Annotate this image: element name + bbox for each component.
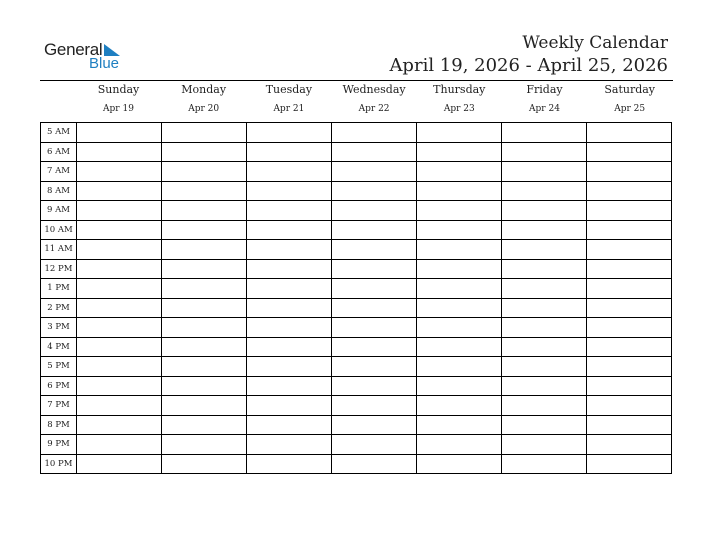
time-slot-cell[interactable] <box>587 415 672 435</box>
logo-text-general: General <box>44 40 103 59</box>
time-slot-cell[interactable] <box>77 279 162 299</box>
time-slot-cell[interactable] <box>417 298 502 318</box>
time-slot-cell[interactable] <box>332 201 417 221</box>
time-slot-cell[interactable] <box>77 357 162 377</box>
time-slot-cell[interactable] <box>587 142 672 162</box>
time-slot-cell[interactable] <box>162 415 247 435</box>
time-slot-cell[interactable] <box>332 123 417 143</box>
time-slot-cell[interactable] <box>162 162 247 182</box>
time-slot-cell[interactable] <box>247 220 332 240</box>
hour-label: 8 PM <box>41 415 77 435</box>
time-slot-cell[interactable] <box>417 201 502 221</box>
time-slot-cell[interactable] <box>587 376 672 396</box>
header-divider <box>40 80 673 81</box>
time-slot-cell[interactable] <box>502 181 587 201</box>
time-slot-cell[interactable] <box>332 454 417 474</box>
time-slot-cell[interactable] <box>587 181 672 201</box>
time-slot-cell[interactable] <box>417 181 502 201</box>
time-slot-cell[interactable] <box>332 415 417 435</box>
time-slot-cell[interactable] <box>587 259 672 279</box>
time-slot-cell[interactable] <box>77 142 162 162</box>
time-slot-cell[interactable] <box>247 415 332 435</box>
time-slot-cell[interactable] <box>587 357 672 377</box>
day-name-1: Monday <box>181 83 227 96</box>
time-slot-cell[interactable] <box>417 357 502 377</box>
time-slot-cell[interactable] <box>77 415 162 435</box>
hour-label: 6 PM <box>41 376 77 396</box>
day-name-3: Wednesday <box>342 83 406 96</box>
hour-row <box>41 454 672 474</box>
day-date-2: Apr 21 <box>273 104 305 114</box>
time-slot-cell[interactable] <box>417 415 502 435</box>
time-slot-cell[interactable] <box>332 435 417 455</box>
time-slot-cell[interactable] <box>247 162 332 182</box>
time-slot-cell[interactable] <box>502 162 587 182</box>
time-slot-cell[interactable] <box>417 435 502 455</box>
time-slot-cell[interactable] <box>587 279 672 299</box>
time-slot-cell[interactable] <box>417 279 502 299</box>
time-slot-cell[interactable] <box>502 337 587 357</box>
hour-row <box>41 279 672 299</box>
time-slot-cell[interactable] <box>587 162 672 182</box>
time-slot-cell[interactable] <box>417 376 502 396</box>
time-slot-cell[interactable] <box>247 376 332 396</box>
time-slot-cell[interactable] <box>247 123 332 143</box>
time-slot-cell[interactable] <box>162 454 247 474</box>
day-name-0: Sunday <box>97 83 140 96</box>
time-slot-cell[interactable] <box>77 376 162 396</box>
logo-text-blue: Blue <box>89 55 120 72</box>
day-date-4: Apr 23 <box>443 104 475 114</box>
time-slot-cell[interactable] <box>417 142 502 162</box>
time-slot-cell[interactable] <box>247 279 332 299</box>
time-slot-cell[interactable] <box>162 279 247 299</box>
time-slot-cell[interactable] <box>502 298 587 318</box>
time-slot-cell[interactable] <box>162 181 247 201</box>
time-slot-cell[interactable] <box>162 142 247 162</box>
time-slot-cell[interactable] <box>162 123 247 143</box>
hour-label: 4 PM <box>41 337 77 357</box>
hour-row <box>41 259 672 279</box>
day-name-4: Thursday <box>433 83 486 96</box>
time-slot-cell[interactable] <box>332 396 417 416</box>
hour-label: 5 AM <box>41 123 77 143</box>
hour-label: 8 AM <box>41 181 77 201</box>
day-date-1: Apr 20 <box>188 104 220 114</box>
time-slot-cell[interactable] <box>332 220 417 240</box>
hour-label: 7 PM <box>41 396 77 416</box>
hour-row <box>41 357 672 377</box>
time-slot-cell[interactable] <box>587 123 672 143</box>
time-slot-cell[interactable] <box>587 454 672 474</box>
hour-row <box>41 142 672 162</box>
hour-row <box>41 318 672 338</box>
hour-row <box>41 435 672 455</box>
time-slot-cell[interactable] <box>247 240 332 260</box>
time-slot-cell[interactable] <box>77 220 162 240</box>
hour-label: 9 PM <box>41 435 77 455</box>
time-slot-cell[interactable] <box>417 318 502 338</box>
time-slot-cell[interactable] <box>162 240 247 260</box>
time-slot-cell[interactable] <box>162 357 247 377</box>
day-name-6: Saturday <box>604 83 656 96</box>
hour-label: 7 AM <box>41 162 77 182</box>
hour-label: 3 PM <box>41 318 77 338</box>
hour-label: 2 PM <box>41 298 77 318</box>
page-title: Weekly Calendar <box>522 33 668 53</box>
time-slot-cell[interactable] <box>77 162 162 182</box>
time-slot-cell[interactable] <box>77 181 162 201</box>
time-slot-cell[interactable] <box>502 142 587 162</box>
time-slot-cell[interactable] <box>247 298 332 318</box>
hour-label: 9 AM <box>41 201 77 221</box>
hour-row <box>41 240 672 260</box>
time-slot-cell[interactable] <box>247 454 332 474</box>
time-slot-cell[interactable] <box>587 318 672 338</box>
hour-row <box>41 396 672 416</box>
time-slot-cell[interactable] <box>77 123 162 143</box>
time-slot-cell[interactable] <box>77 318 162 338</box>
time-slot-cell[interactable] <box>332 162 417 182</box>
time-slot-cell[interactable] <box>162 435 247 455</box>
time-slot-cell[interactable] <box>502 435 587 455</box>
time-slot-cell[interactable] <box>502 240 587 260</box>
time-slot-cell[interactable] <box>502 201 587 221</box>
time-slot-cell[interactable] <box>162 220 247 240</box>
brand-logo <box>44 40 134 74</box>
time-slot-cell[interactable] <box>417 162 502 182</box>
time-slot-cell[interactable] <box>587 201 672 221</box>
time-slot-cell[interactable] <box>332 298 417 318</box>
time-slot-cell[interactable] <box>247 318 332 338</box>
hour-row <box>41 162 672 182</box>
calendar-grid <box>40 122 672 474</box>
time-slot-cell[interactable] <box>162 337 247 357</box>
time-slot-cell[interactable] <box>417 123 502 143</box>
time-slot-cell[interactable] <box>77 201 162 221</box>
time-slot-cell[interactable] <box>502 396 587 416</box>
time-slot-cell[interactable] <box>502 376 587 396</box>
hour-row <box>41 123 672 143</box>
hour-row <box>41 298 672 318</box>
time-slot-cell[interactable] <box>332 376 417 396</box>
time-slot-cell[interactable] <box>332 240 417 260</box>
time-slot-cell[interactable] <box>502 220 587 240</box>
time-slot-cell[interactable] <box>77 454 162 474</box>
hour-row <box>41 201 672 221</box>
time-slot-cell[interactable] <box>332 337 417 357</box>
time-slot-cell[interactable] <box>587 220 672 240</box>
time-slot-cell[interactable] <box>162 318 247 338</box>
hour-label: 1 PM <box>41 279 77 299</box>
time-slot-cell[interactable] <box>162 298 247 318</box>
hour-label: 11 AM <box>41 240 77 260</box>
time-slot-cell[interactable] <box>417 259 502 279</box>
time-slot-cell[interactable] <box>417 240 502 260</box>
hour-label: 10 PM <box>41 454 77 474</box>
day-date-6: Apr 25 <box>614 104 646 114</box>
time-slot-cell[interactable] <box>587 240 672 260</box>
time-slot-cell[interactable] <box>417 454 502 474</box>
time-slot-cell[interactable] <box>502 279 587 299</box>
time-slot-cell[interactable] <box>162 376 247 396</box>
time-slot-cell[interactable] <box>77 298 162 318</box>
time-slot-cell[interactable] <box>502 415 587 435</box>
time-slot-cell[interactable] <box>247 259 332 279</box>
time-slot-cell[interactable] <box>332 318 417 338</box>
time-slot-cell[interactable] <box>587 298 672 318</box>
time-slot-cell[interactable] <box>332 357 417 377</box>
time-slot-cell[interactable] <box>77 435 162 455</box>
time-slot-cell[interactable] <box>162 201 247 221</box>
day-date-5: Apr 24 <box>529 104 560 114</box>
day-name-2: Tuesday <box>265 83 313 96</box>
time-slot-cell[interactable] <box>162 396 247 416</box>
time-slot-cell[interactable] <box>332 279 417 299</box>
day-date-0: Apr 19 <box>103 104 134 114</box>
time-slot-cell[interactable] <box>77 337 162 357</box>
time-slot-cell[interactable] <box>77 240 162 260</box>
time-slot-cell[interactable] <box>502 259 587 279</box>
time-slot-cell[interactable] <box>417 396 502 416</box>
time-slot-cell[interactable] <box>332 259 417 279</box>
hour-label: 5 PM <box>41 357 77 377</box>
time-slot-cell[interactable] <box>162 259 247 279</box>
hour-row <box>41 415 672 435</box>
hour-row <box>41 220 672 240</box>
time-slot-cell[interactable] <box>587 337 672 357</box>
time-slot-cell[interactable] <box>417 220 502 240</box>
time-slot-cell[interactable] <box>587 435 672 455</box>
time-slot-cell[interactable] <box>247 181 332 201</box>
hour-label: 6 AM <box>41 142 77 162</box>
day-date-3: Apr 22 <box>358 104 390 114</box>
time-slot-cell[interactable] <box>502 123 587 143</box>
hour-label: 10 AM <box>41 220 77 240</box>
time-slot-cell[interactable] <box>587 396 672 416</box>
time-slot-cell[interactable] <box>332 142 417 162</box>
time-slot-cell[interactable] <box>417 337 502 357</box>
time-slot-cell[interactable] <box>332 181 417 201</box>
time-slot-cell[interactable] <box>502 454 587 474</box>
time-slot-cell[interactable] <box>247 435 332 455</box>
date-range: April 19, 2026 - April 25, 2026 <box>389 55 668 76</box>
hour-row <box>41 337 672 357</box>
hour-label: 12 PM <box>41 259 77 279</box>
time-slot-cell[interactable] <box>247 142 332 162</box>
time-slot-cell[interactable] <box>77 259 162 279</box>
time-slot-cell[interactable] <box>502 318 587 338</box>
time-slot-cell[interactable] <box>247 396 332 416</box>
time-slot-cell[interactable] <box>247 357 332 377</box>
hour-row <box>41 181 672 201</box>
time-slot-cell[interactable] <box>247 337 332 357</box>
time-slot-cell[interactable] <box>77 396 162 416</box>
day-name-5: Friday <box>526 83 563 96</box>
time-slot-cell[interactable] <box>502 357 587 377</box>
hour-row <box>41 376 672 396</box>
time-slot-cell[interactable] <box>247 201 332 221</box>
